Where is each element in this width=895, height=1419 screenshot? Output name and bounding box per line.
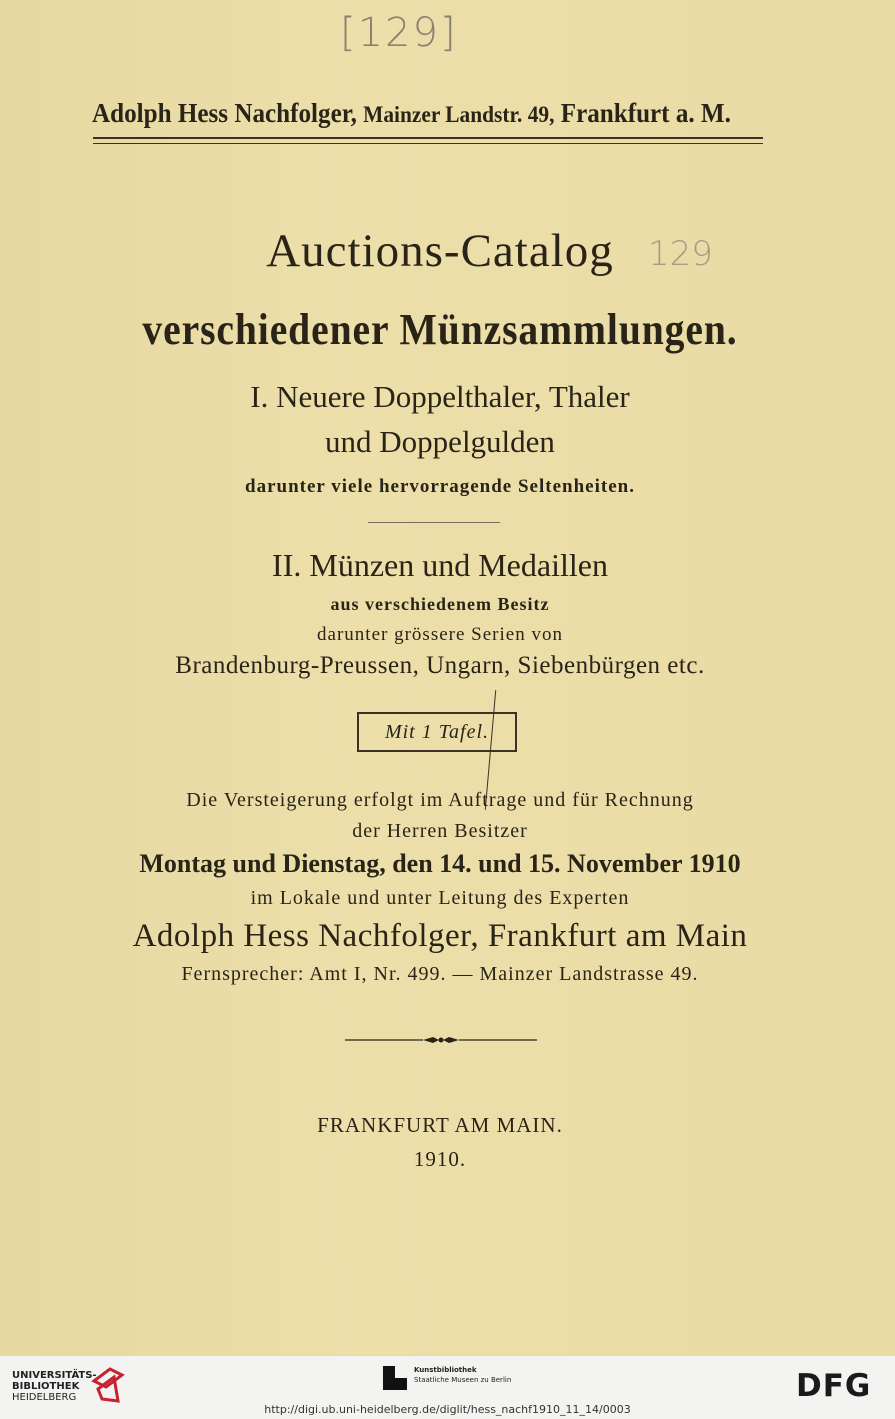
kb-line2: Staatliche Museen zu Berlin	[414, 1376, 512, 1384]
header-firm: Adolph Hess Nachfolger,	[92, 98, 357, 128]
section2-provenance: aus verschiedenem Besitz	[330, 594, 550, 614]
header-city: Frankfurt a. M.	[560, 98, 731, 128]
ub-line1: UNIVERSITÄTS-	[12, 1370, 97, 1381]
kb-line1: Kunstbibliothek	[414, 1366, 477, 1374]
ub-heidelberg-logo-icon[interactable]	[90, 1363, 126, 1405]
header-double-rule	[93, 137, 763, 144]
sale-owners-text: der Herren Besitzer	[352, 820, 528, 842]
section1-note: darunter viele hervorragende Seltenheiten.	[245, 476, 635, 497]
dfg-logo[interactable]: DFG	[796, 1368, 872, 1404]
plate-note-box: Mit 1 Tafel.	[357, 712, 517, 752]
expert-firm: Adolph Hess Nachfolger, Frankfurt am Main	[132, 918, 748, 954]
section2-series-list: Brandenburg-Preussen, Ungarn, Siebenbürgen etc.	[175, 652, 705, 679]
section2-heading: II. Münzen und Medaillen	[272, 547, 608, 583]
imprint-city: FRANKFURT AM MAIN.	[317, 1113, 563, 1137]
contact-line: Fernsprecher: Amt I, Nr. 499. — Mainzer Landstrasse 49.	[181, 963, 699, 985]
sale-commission-text: Die Versteigerung erfolgt im Auftrage und für Rechnung	[186, 789, 694, 811]
catalog-subtitle: verschiedener Münzsammlungen.	[142, 305, 738, 354]
permalink-url[interactable]: http://digi.ub.uni-heidelberg.de/diglit/hess_nachf1910_11_14/0003	[264, 1403, 631, 1416]
kunstbibliothek-logo-icon[interactable]	[383, 1366, 407, 1390]
section1-heading: I. Neuere Doppelthaler, Thaler	[250, 379, 630, 414]
section2-series-intro: darunter grössere Serien von	[317, 624, 563, 645]
pencil-shelfmark-note: [129]	[340, 10, 458, 56]
ornament-rule	[345, 1032, 537, 1048]
ub-line2: BIBLIOTHEK	[12, 1381, 80, 1392]
imprint-year: 1910.	[413, 1147, 467, 1171]
section-divider	[368, 522, 500, 523]
header-address: Mainzer Landstr. 49,	[363, 102, 555, 127]
catalog-title: Auctions-Catalog	[266, 225, 614, 277]
kunstbibliothek-label	[414, 1365, 511, 1385]
digitization-footer	[0, 1355, 895, 1419]
ub-line3: HEIDELBERG	[12, 1392, 77, 1403]
ub-heidelberg-label	[12, 1370, 97, 1403]
section1-heading-cont: und Doppelgulden	[325, 424, 555, 459]
pencil-side-note: 129	[648, 234, 713, 274]
sale-dates: Montag und Dienstag, den 14. und 15. November 1910	[139, 849, 741, 878]
sale-venue-text: im Lokale und unter Leitung des Experten	[250, 887, 630, 909]
publisher-header	[92, 98, 731, 129]
